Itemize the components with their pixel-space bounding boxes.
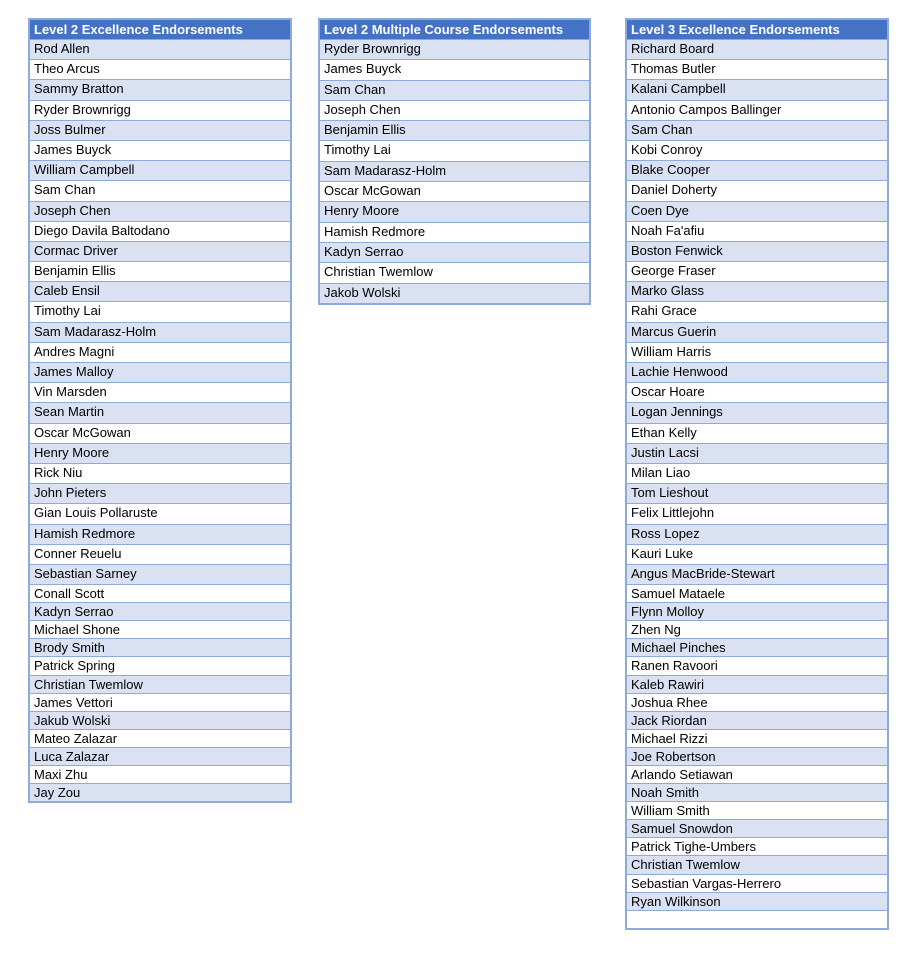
table-row: Joss Bulmer xyxy=(30,120,290,140)
table-row: Blake Cooper xyxy=(627,160,887,180)
table-row: Jack Riordan xyxy=(627,711,887,729)
table-row: Angus MacBride-Stewart xyxy=(627,564,887,584)
name-list xyxy=(320,39,589,303)
table-row: Christian Twemlow xyxy=(627,855,887,873)
table-row: Maxi Zhu xyxy=(30,765,290,783)
table-row: Sebastian Sarney xyxy=(30,564,290,584)
table-row: Samuel Mataele xyxy=(627,584,887,602)
table-row: Henry Moore xyxy=(320,201,589,221)
table-row: Ryan Wilkinson xyxy=(627,892,887,910)
table-row: Patrick Tighe-Umbers xyxy=(627,837,887,855)
table-row: Jakob Wolski xyxy=(320,283,589,303)
table-row: Sammy Bratton xyxy=(30,79,290,99)
table-row: Logan Jennings xyxy=(627,402,887,422)
table-row: Michael Rizzi xyxy=(627,729,887,747)
table-row: Conall Scott xyxy=(30,584,290,602)
table-row: Tom Lieshout xyxy=(627,483,887,503)
table-row: Kalani Campbell xyxy=(627,79,887,99)
table-row: James Vettori xyxy=(30,693,290,711)
table-row: Timothy Lai xyxy=(30,301,290,321)
table-row: Michael Pinches xyxy=(627,638,887,656)
table-row: Hamish Redmore xyxy=(320,222,589,242)
name-list xyxy=(30,39,290,801)
table-row: Michael Shone xyxy=(30,620,290,638)
table-row: Oscar McGowan xyxy=(30,423,290,443)
name-list xyxy=(627,39,887,928)
table-row: Christian Twemlow xyxy=(320,262,589,282)
table-row: Ranen Ravoori xyxy=(627,656,887,674)
table-row: Luca Zalazar xyxy=(30,747,290,765)
table-row: George Fraser xyxy=(627,261,887,281)
table-row: William Smith xyxy=(627,801,887,819)
table-row: Benjamin Ellis xyxy=(320,120,589,140)
table-row: Sam Madarasz-Holm xyxy=(320,161,589,181)
table-row: Joshua Rhee xyxy=(627,693,887,711)
table-row: Sean Martin xyxy=(30,402,290,422)
table-row: Brody Smith xyxy=(30,638,290,656)
table-row: Felix Littlejohn xyxy=(627,503,887,523)
table-row: Diego Davila Baltodano xyxy=(30,221,290,241)
table-row: Marko Glass xyxy=(627,281,887,301)
table-row: Kadyn Serrao xyxy=(30,602,290,620)
table-row: Noah Fa'afiu xyxy=(627,221,887,241)
table-row: Patrick Spring xyxy=(30,656,290,674)
table-row: Rahi Grace xyxy=(627,301,887,321)
table-row: William Harris xyxy=(627,342,887,362)
table-row: Flynn Molloy xyxy=(627,602,887,620)
table-row: Joseph Chen xyxy=(30,201,290,221)
table-row: Theo Arcus xyxy=(30,59,290,79)
table-row: Ethan Kelly xyxy=(627,423,887,443)
table-row: Noah Smith xyxy=(627,783,887,801)
table-row: Thomas Butler xyxy=(627,59,887,79)
table-level2-multiple-course xyxy=(318,18,591,305)
table-row: Timothy Lai xyxy=(320,140,589,160)
table-row: Coen Dye xyxy=(627,201,887,221)
table-row: Sebastian Vargas-Herrero xyxy=(627,874,887,892)
table-row: Ross Lopez xyxy=(627,524,887,544)
table-row: Ryder Brownrigg xyxy=(320,39,589,59)
table-row: Hamish Redmore xyxy=(30,524,290,544)
table-row: William Campbell xyxy=(30,160,290,180)
table-row: Mateo Zalazar xyxy=(30,729,290,747)
table-row: Arlando Setiawan xyxy=(627,765,887,783)
table-row: Benjamin Ellis xyxy=(30,261,290,281)
table-row xyxy=(627,910,887,928)
table-row: James Buyck xyxy=(30,140,290,160)
table-row: Richard Board xyxy=(627,39,887,59)
table-row: Jay Zou xyxy=(30,783,290,801)
table-row: Conner Reuelu xyxy=(30,544,290,564)
table-row: Henry Moore xyxy=(30,443,290,463)
table-row: Cormac Driver xyxy=(30,241,290,261)
table-row: Christian Twemlow xyxy=(30,675,290,693)
table-row: James Buyck xyxy=(320,59,589,79)
table-row: Andres Magni xyxy=(30,342,290,362)
table-header: Level 2 Multiple Course Endorsements xyxy=(320,20,589,39)
table-header: Level 3 Excellence Endorsements xyxy=(627,20,887,39)
table-row: Antonio Campos Ballinger xyxy=(627,100,887,120)
table-row: Kaleb Rawiri xyxy=(627,675,887,693)
table-row: Gian Louis Pollaruste xyxy=(30,503,290,523)
table-row: Sam Chan xyxy=(320,80,589,100)
table-row: Oscar McGowan xyxy=(320,181,589,201)
table-row: Oscar Hoare xyxy=(627,382,887,402)
table-row: Sam Madarasz-Holm xyxy=(30,322,290,342)
table-row: Kadyn Serrao xyxy=(320,242,589,262)
table-row: Lachie Henwood xyxy=(627,362,887,382)
table-row: Vin Marsden xyxy=(30,382,290,402)
table-row: Justin Lacsi xyxy=(627,443,887,463)
table-row: Daniel Doherty xyxy=(627,180,887,200)
table-row: Milan Liao xyxy=(627,463,887,483)
table-row: Ryder Brownrigg xyxy=(30,100,290,120)
table-row: Sam Chan xyxy=(30,180,290,200)
table-row: Caleb Ensil xyxy=(30,281,290,301)
table-header: Level 2 Excellence Endorsements xyxy=(30,20,290,39)
table-row: Samuel Snowdon xyxy=(627,819,887,837)
table-row: Sam Chan xyxy=(627,120,887,140)
table-row: Zhen Ng xyxy=(627,620,887,638)
table-row: Joseph Chen xyxy=(320,100,589,120)
table-row: Rod Allen xyxy=(30,39,290,59)
table-level3-excellence xyxy=(625,18,889,930)
table-row: Kobi Conroy xyxy=(627,140,887,160)
table-level2-excellence xyxy=(28,18,292,803)
table-row: Kauri Luke xyxy=(627,544,887,564)
table-row: James Malloy xyxy=(30,362,290,382)
table-row: John Pieters xyxy=(30,483,290,503)
table-row: Joe Robertson xyxy=(627,747,887,765)
table-row: Jakub Wolski xyxy=(30,711,290,729)
table-row: Rick Niu xyxy=(30,463,290,483)
table-row: Marcus Guerin xyxy=(627,322,887,342)
table-row: Boston Fenwick xyxy=(627,241,887,261)
